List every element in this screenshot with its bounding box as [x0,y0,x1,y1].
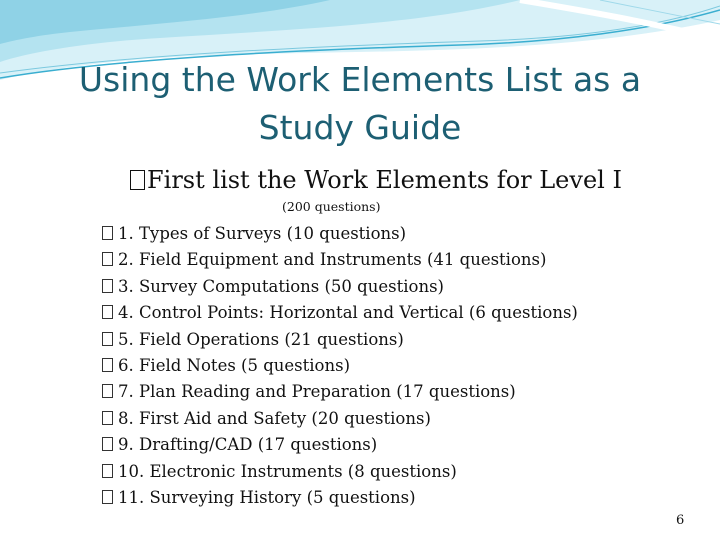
list-item-text: 6. Field Notes (5 questions) [118,355,351,375]
work-elements-list [102,221,578,511]
question-count-note: (200 questions) [282,199,381,214]
list-item-text: 7. Plan Reading and Preparation (17 questions) [118,382,516,402]
bullet-box-icon [102,437,113,451]
list-item-text: 1. Types of Surveys (10 questions) [118,224,407,243]
list-item [102,274,578,300]
slide-title: Using the Work Elements List as a Study Guide [78,60,642,147]
bullet-box-icon [102,226,113,240]
list-item-text: 2. Field Equipment and Instruments (41 questions) [118,250,547,270]
list-item-text: 4. Control Points: Horizontal and Vertical (6 questions) [118,303,578,323]
list-item [102,327,578,353]
list-item-text: 5. Field Operations (21 questions) [118,329,404,349]
bullet-box-icon [102,464,113,478]
list-item [102,459,578,485]
list-item [102,300,578,326]
bullet-box-icon [102,279,113,293]
list-item [102,353,578,379]
bullet-box-icon [102,332,113,346]
section-heading [130,165,622,195]
list-item [102,406,578,432]
list-item-text: 3. Survey Computations (50 questions) [118,276,444,296]
list-item-text: 10. Electronic Instruments (8 questions) [118,461,457,481]
page-number: 6 [676,513,685,528]
list-item [102,379,578,405]
bullet-box-icon [102,490,113,504]
list-item [102,485,578,511]
list-item [102,221,578,247]
list-item [102,432,578,458]
bullet-box-icon [102,384,113,398]
bullet-box-icon [102,305,113,319]
bullet-box-icon [102,358,113,372]
bullet-box-icon [102,411,113,425]
bullet-box-icon [102,252,113,266]
bullet-box-icon [130,170,145,190]
list-item-text: 9. Drafting/CAD (17 questions) [118,435,378,455]
list-item-text: 8. First Aid and Safety (20 questions) [118,408,431,428]
list-item-text: 11. Surveying History (5 questions) [118,487,416,507]
list-item [102,247,578,273]
section-heading-text: First list the Work Elements for Level I [147,166,622,194]
